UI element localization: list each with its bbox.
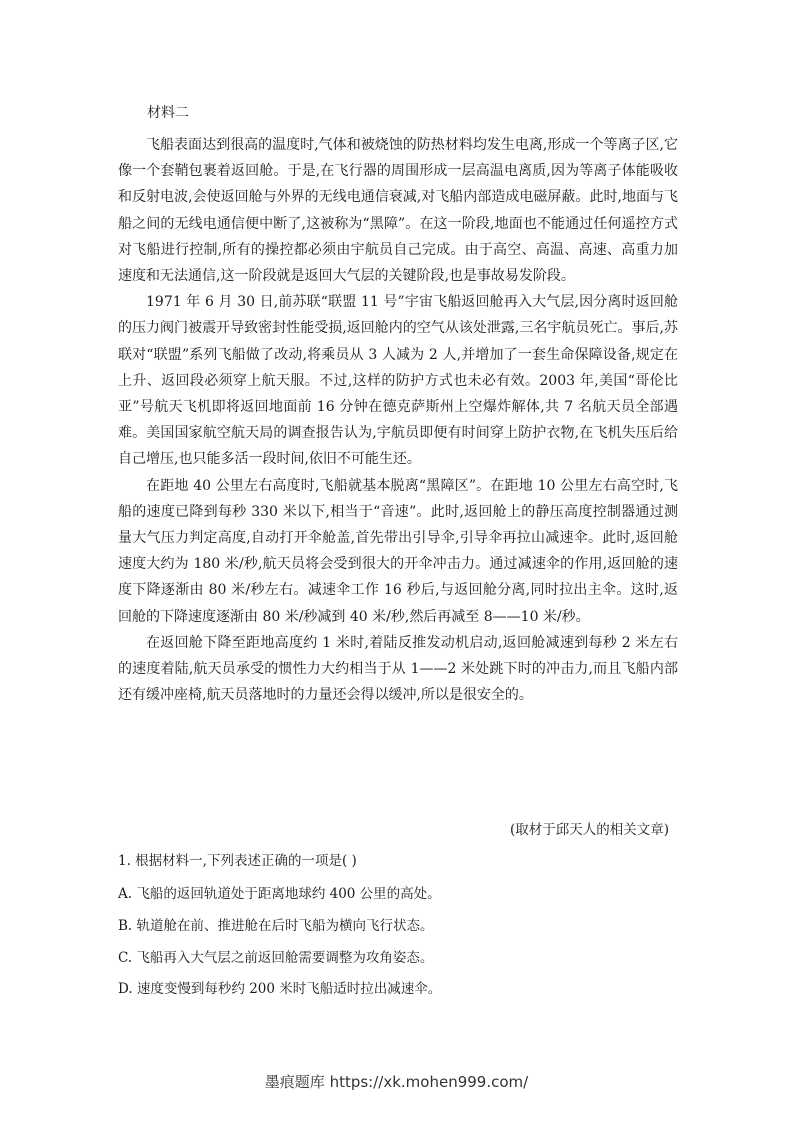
paragraph: 1971 年 6 月 30 日,前苏联“联盟 11 号”宇宙飞船返回舱再入大气层,因分离时返回舱的压力阀门被震开导致密封性能受损,返回舱内的空气从该处泄露,三名宇航员死亡。事后,苏联对“联盟”系列飞船做了改动,将乘员从 3 人减为 2 人,并增加了一套生命保障设备,规定在上升、返回段必须穿上航天服。不过,这样的防护方式也未必有效。2003 年,美国“哥伦比亚”号航天飞机即将返回地面前 16 分钟在德克萨斯州上空爆炸解体,共 7 名航天员全部遇难。美国国家航空航天局的调查报告认为,宇航员即便有时间穿上防护衣物,在飞机失压后给自己增压,也只能多活一段时间,依旧不可能生还。 [118, 294, 678, 468]
option-b: B. 轨道舱在前、推进舱在后时飞船为横向飞行状态。 [118, 918, 434, 934]
source-note: (取材于邱天人的相关文章) [509, 822, 669, 838]
paragraph: 飞船表面达到很高的温度时,气体和被烧蚀的防热材料均发生电离,形成一个等离子区,它像一个套鞘包裹着返回舱。于是,在飞行器的周围形成一层高温电离质,因为等离子体能吸收和反射电波,会使返回舱与外界的无线电通信衰减,对飞船内部造成电磁屏蔽。此时,地面与飞船之间的无线电通信便中断了,这被称为“黑障”。在这一阶段,地面也不能通过任何遥控方式对飞船进行控制,所有的操控都必须由宇航员自己完成。由于高空、高温、高速、高重力加速度和无法通信,这一阶段就是返回大气层的关键阶段,也是事故易发阶段。 [118, 137, 678, 285]
footer-watermark: 墨痕题库 https://xk.mohen999.com/ [264, 1073, 529, 1091]
question-stem: 1. 根据材料一,下列表述正确的一项是( ) [118, 853, 357, 869]
article-body [118, 132, 678, 708]
option-c: C. 飞船再入大气层之前返回舱需要调整为攻角姿态。 [118, 950, 434, 966]
paragraph: 在距地 40 公里左右高度时,飞船就基本脱离“黑障区”。在距地 10 公里左右高空时,飞船的速度已降到每秒 330 米以下,相当于“音速”。此时,返回舱上的静压高度控制器通过测量大气压力判定高度,自动打开伞舱盖,首先带出引导伞,引导伞再拉山减速伞。此时,返回舱速度大约为 180 米/秒,航天员将会受到很大的开伞冲击力。通过减速伞的作用,返回舱的速度下降逐渐由 80 米/秒左右。减速伞工作 16 秒后,与返回舱分离,同时拉出主伞。这时,返回舱的下降速度逐渐由 80 米/秒减到 40 米/秒,然后再减至 8——10 米/秒。 [118, 477, 678, 625]
paragraph: 在返回舱下降至距地高度约 1 米时,着陆反推发动机启动,返回舱减速到每秒 2 米左右的速度着陆,航天员承受的惯性力大约相当于从 1——2 米处跳下时的冲击力,而且飞船内部还有缓冲座椅,航天员落地时的力量还会得以缓冲,所以是很安全的。 [118, 634, 678, 704]
option-d: D. 速度变慢到每秒约 200 米时飞船适时拉出减速伞。 [118, 981, 442, 997]
material-heading: 材料二 [147, 105, 189, 121]
option-a: A. 飞船的返回轨道处于距离地球约 400 公里的高处。 [118, 886, 441, 902]
